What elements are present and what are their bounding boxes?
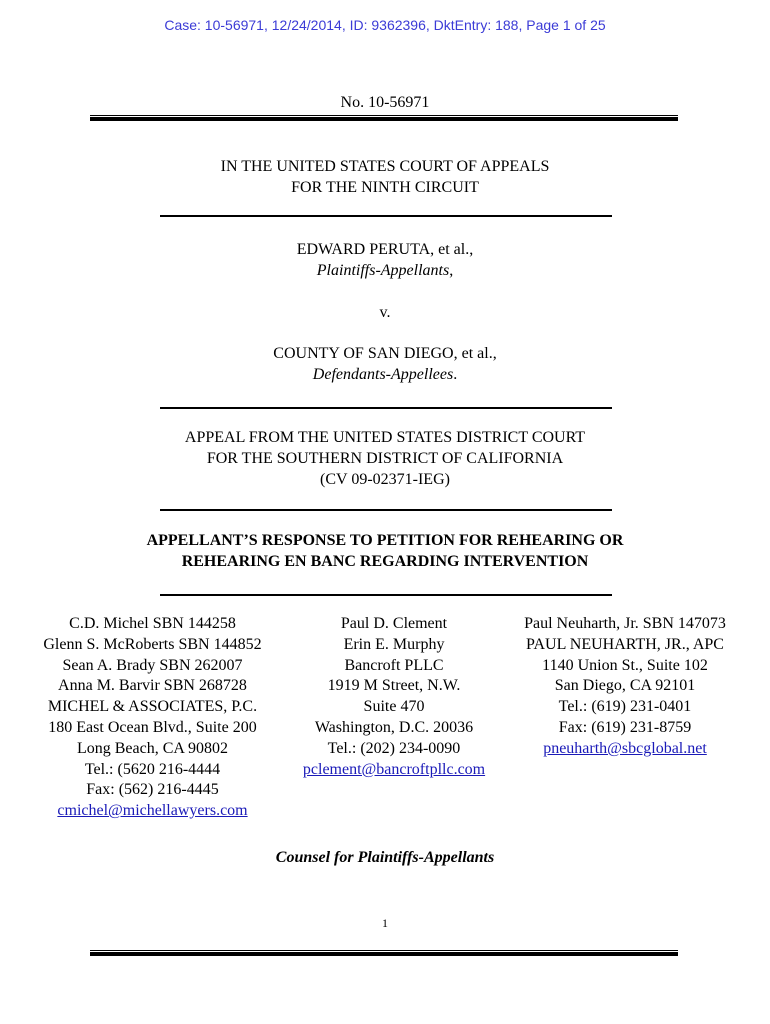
counsel-left-line: Sean A. Brady SBN 262007 xyxy=(62,656,243,674)
counsel-middle-line: Bancroft PLLC xyxy=(344,656,444,674)
defendant-role-punct: . xyxy=(453,366,458,383)
top-double-rule xyxy=(90,115,678,121)
counsel-middle-block xyxy=(280,614,508,780)
divider-3 xyxy=(160,509,612,511)
counsel-left-line: Anna M. Barvir SBN 268728 xyxy=(58,677,247,695)
plaintiff-name: EDWARD PERUTA, et al., xyxy=(296,241,474,258)
counsel-right-block xyxy=(505,614,745,760)
counsel-middle-line: 1919 M Street, N.W. xyxy=(327,677,461,695)
bottom-double-rule xyxy=(90,950,678,956)
counsel-left-line: Glenn S. McRoberts SBN 144852 xyxy=(43,635,262,653)
appeal-line-1: APPEAL FROM THE UNITED STATES DISTRICT COURT xyxy=(184,429,586,446)
counsel-right-line: Tel.: (619) 231-0401 xyxy=(558,698,692,716)
divider-2 xyxy=(160,407,612,409)
page-number: 1 xyxy=(382,916,388,930)
docket-stamp: Case: 10-56971, 12/24/2014, ID: 9362396, DktEntry: 188, Page 1 of 25 xyxy=(164,17,606,33)
court-line-1: IN THE UNITED STATES COURT OF APPEALS xyxy=(220,158,550,175)
versus: v. xyxy=(379,304,391,321)
counsel-left-block xyxy=(20,614,285,822)
counsel-middle-line: Suite 470 xyxy=(363,698,425,716)
plaintiff-role-text: Plaintiffs-Appellants xyxy=(316,262,450,279)
counsel-left-line: 180 East Ocean Blvd., Suite 200 xyxy=(48,718,257,736)
counsel-left-line: C.D. Michel SBN 144258 xyxy=(69,615,236,632)
counsel-right-line: Paul Neuharth, Jr. SBN 147073 xyxy=(524,615,726,632)
counsel-left-line: Fax: (562) 216-4445 xyxy=(86,781,219,799)
counsel-right-line: 1140 Union St., Suite 102 xyxy=(542,656,708,674)
counsel-right-line: Fax: (619) 231-8759 xyxy=(558,718,692,736)
counsel-left-line: MICHEL & ASSOCIATES, P.C. xyxy=(47,698,258,716)
counsel-caption: Counsel for Plaintiffs-Appellants xyxy=(275,849,495,866)
counsel-left-line: Tel.: (5620 216-4444 xyxy=(84,760,221,778)
plaintiff-role xyxy=(0,260,770,281)
defendant-role-text: Defendants-Appellees xyxy=(312,366,454,383)
plaintiff-role-punct: , xyxy=(449,262,454,279)
court-line-2: FOR THE NINTH CIRCUIT xyxy=(291,179,479,196)
counsel-middle-line: Erin E. Murphy xyxy=(343,635,445,653)
document-title-line-2: REHEARING EN BANC REGARDING INTERVENTION xyxy=(181,553,589,570)
counsel-right-email-link[interactable]: pneuharth@sbcglobal.net xyxy=(543,739,707,757)
divider-1 xyxy=(160,215,612,217)
case-number: No. 10-56971 xyxy=(340,94,430,111)
defendant-name: COUNTY OF SAN DIEGO, et al., xyxy=(273,345,497,362)
counsel-middle-line: Paul D. Clement xyxy=(340,615,448,632)
counsel-left-email-link[interactable]: cmichel@michellawyers.com xyxy=(57,802,248,820)
appeal-line-3: (CV 09-02371-IEG) xyxy=(320,471,450,488)
divider-4 xyxy=(160,594,612,596)
counsel-right-line: San Diego, CA 92101 xyxy=(554,677,696,695)
counsel-middle-line: Washington, D.C. 20036 xyxy=(314,718,474,736)
counsel-right-line: PAUL NEUHARTH, JR., APC xyxy=(526,635,724,653)
counsel-middle-email-link[interactable]: pclement@bancroftpllc.com xyxy=(302,760,486,778)
counsel-left-line: Long Beach, CA 90802 xyxy=(76,739,229,757)
document-title-line-1: APPELLANT’S RESPONSE TO PETITION FOR REHEARING OR xyxy=(146,532,624,549)
appeal-line-2: FOR THE SOUTHERN DISTRICT OF CALIFORNIA xyxy=(206,450,564,467)
defendant-role xyxy=(0,364,770,385)
counsel-middle-line: Tel.: (202) 234-0090 xyxy=(327,739,461,757)
